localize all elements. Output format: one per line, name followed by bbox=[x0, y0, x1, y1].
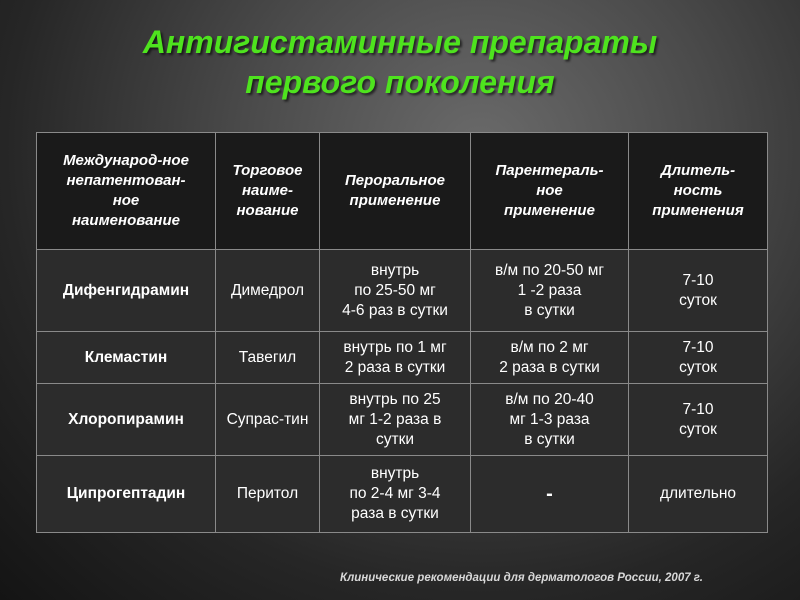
cell-parenteral-text: в/м по 20-40 мг 1-3 раза в сутки bbox=[505, 390, 594, 448]
slide-title-line-1: Антигистаминные препараты bbox=[142, 24, 658, 60]
cell-duration-text: 7-10 суток bbox=[679, 338, 717, 376]
header-trade-name bbox=[216, 133, 320, 250]
cell-inn bbox=[37, 250, 216, 332]
cell-parenteral-text: в/м по 20-50 мг 1 -2 раза в сутки bbox=[494, 261, 605, 319]
cell-inn bbox=[37, 456, 216, 533]
cell-trade-name-text: Димедрол bbox=[230, 281, 305, 299]
cell-duration bbox=[629, 384, 768, 456]
cell-inn-text: Дифенгидрамин bbox=[62, 281, 190, 299]
header-trade-name-label: Торговое наиме- нование bbox=[232, 162, 303, 219]
cell-oral bbox=[320, 384, 471, 456]
header-duration bbox=[629, 133, 768, 250]
cell-oral bbox=[320, 250, 471, 332]
cell-oral-text: внутрь по 2-4 мг 3-4 раза в сутки bbox=[349, 465, 441, 522]
header-oral bbox=[320, 133, 471, 250]
table-row bbox=[37, 456, 768, 533]
cell-inn-text: Клемастин bbox=[84, 348, 168, 366]
cell-parenteral bbox=[471, 250, 629, 332]
slide-title bbox=[0, 22, 800, 102]
cell-trade-name bbox=[216, 250, 320, 332]
drug-table bbox=[36, 132, 768, 533]
cell-parenteral bbox=[471, 456, 629, 533]
cell-duration bbox=[629, 250, 768, 332]
header-parenteral-label: Парентераль- ное применение bbox=[495, 162, 604, 219]
cell-duration-text: длительно bbox=[659, 485, 737, 502]
header-inn-label: Международ-ное непатентован- ное наименование bbox=[63, 152, 189, 229]
source-footnote: Клинические рекомендации для дерматологов России, 2007 г. bbox=[340, 572, 703, 584]
cell-trade-name bbox=[216, 332, 320, 384]
cell-trade-name-text: Супрас-тин bbox=[226, 410, 309, 428]
header-oral-label: Пероральное применение bbox=[345, 172, 445, 209]
slide-title-line-2: первого поколения bbox=[245, 64, 555, 100]
cell-oral-text: внутрь по 25-50 мг 4-6 раз в сутки bbox=[342, 261, 448, 319]
cell-trade-name-text: Тавегил bbox=[238, 348, 297, 366]
cell-duration-text: 7-10 суток bbox=[679, 271, 717, 309]
cell-parenteral-text: - bbox=[546, 483, 553, 505]
table-header-row bbox=[37, 133, 768, 250]
table-row bbox=[37, 332, 768, 384]
cell-inn-text: Хлоропирамин bbox=[68, 410, 184, 428]
header-parenteral bbox=[471, 133, 629, 250]
cell-duration bbox=[629, 332, 768, 384]
cell-inn-text: Ципрогептадин bbox=[66, 485, 186, 502]
table-row bbox=[37, 250, 768, 332]
cell-oral bbox=[320, 456, 471, 533]
cell-inn bbox=[37, 384, 216, 456]
cell-inn bbox=[37, 332, 216, 384]
cell-trade-name-text: Перитол bbox=[236, 485, 299, 502]
cell-trade-name bbox=[216, 456, 320, 533]
cell-parenteral bbox=[471, 332, 629, 384]
cell-duration bbox=[629, 456, 768, 533]
cell-trade-name bbox=[216, 384, 320, 456]
cell-duration-text: 7-10 суток bbox=[679, 400, 717, 438]
cell-oral-text: внутрь по 25 мг 1-2 раза в сутки bbox=[348, 390, 442, 448]
cell-oral bbox=[320, 332, 471, 384]
header-duration-label: Длитель- ность применения bbox=[652, 162, 744, 219]
cell-parenteral bbox=[471, 384, 629, 456]
table-row bbox=[37, 384, 768, 456]
cell-parenteral-text: в/м по 2 мг 2 раза в сутки bbox=[499, 338, 600, 376]
cell-oral-text: внутрь по 1 мг 2 раза в сутки bbox=[343, 338, 447, 376]
header-inn bbox=[37, 133, 216, 250]
